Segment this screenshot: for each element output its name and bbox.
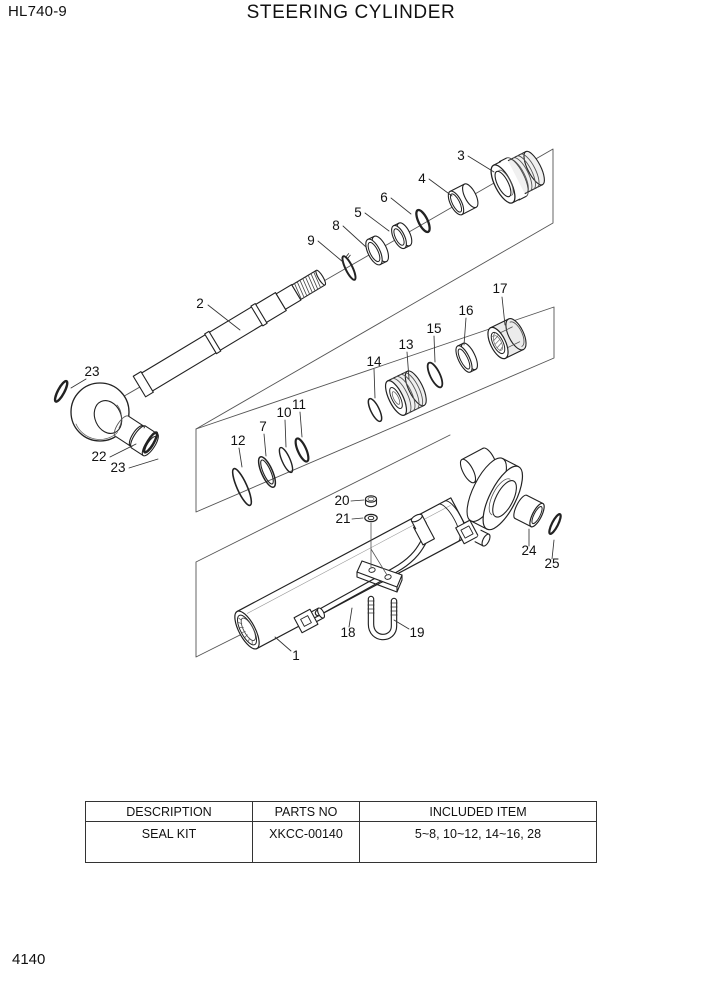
part-15-wear-ring [425,361,445,389]
part-10-ring [277,446,295,474]
part-3-gland [486,146,550,207]
part-5-seal [389,221,415,251]
part-label-3: 3 [457,148,465,163]
header-included-item: INCLUDED ITEM [359,802,596,821]
part-label-16: 16 [458,303,474,318]
part-label-25: 25 [544,556,560,571]
cell-description: SEAL KIT [141,827,197,841]
cell-included-item: 5~8, 10~12, 14~16, 28 [359,822,596,862]
part-label-20: 20 [334,493,350,508]
part-17-nut [484,316,530,362]
part-12-o-ring [229,467,254,508]
page-title: STEERING CYLINDER [246,2,456,23]
table-header-row [86,802,596,822]
part-14-o-ring [366,397,385,423]
part-label-6: 6 [380,190,388,205]
part-label-11: 11 [291,397,307,412]
panel-outline-top [100,149,553,429]
part-label-24: 24 [521,543,537,558]
part-13-piston [381,368,430,418]
part-label-8: 8 [332,218,340,233]
part-11-o-ring [293,437,311,463]
page-number: 4140 [12,951,46,968]
part-label-9: 9 [307,233,315,248]
part-label-10: 10 [276,405,292,420]
cell-parts-no: XKCC-00140 [252,822,359,862]
part-4-bushing [445,182,481,217]
part-label-2: 2 [196,296,204,311]
part-20-nut [366,496,377,507]
part-label-5: 5 [354,205,362,220]
part-label-14: 14 [366,354,382,369]
part-9-snap-ring [340,253,361,281]
part-label-4: 4 [418,171,426,186]
part-label-23-b: 23 [110,460,126,475]
table-row [86,822,596,862]
part-label-18: 18 [340,625,356,640]
header-parts-no: PARTS NO [252,802,359,821]
seal-kit-table [85,801,597,863]
part-19-u-bolt [368,599,397,637]
part-label-17: 17 [492,281,508,296]
part-label-13: 13 [398,337,414,352]
header-description: DESCRIPTION [126,804,212,819]
model-code: HL740-9 [8,3,67,20]
part-label-1: 1 [292,648,300,663]
part-21-washer [365,514,377,521]
part-label-22: 22 [91,449,107,464]
part-label-12: 12 [230,433,246,448]
part-label-15: 15 [426,321,442,336]
part-label-21: 21 [335,511,351,526]
part-2-rod [133,266,329,397]
part-16-ring [453,341,481,375]
part-6-o-ring [414,208,433,234]
part-23-snap-ring-outer [53,380,69,403]
part-label-19: 19 [409,625,425,640]
part-25-snap-ring [547,513,562,535]
part-8-backup-ring [362,234,391,267]
part-7-piston-seal [255,455,278,490]
part-label-7: 7 [259,419,267,434]
part-label-23-a: 23 [84,364,100,379]
